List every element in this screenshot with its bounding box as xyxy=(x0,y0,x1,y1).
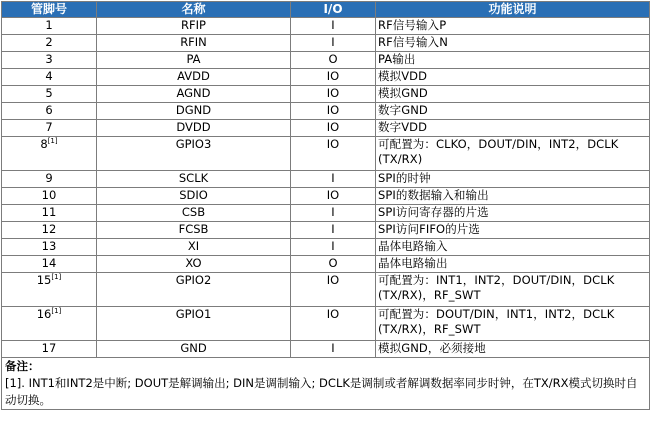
pin-number: 9 xyxy=(45,171,53,185)
cell-function xyxy=(376,239,650,256)
cell-io: IO xyxy=(291,86,376,103)
cell-name: DGND xyxy=(97,103,291,120)
cell-pin xyxy=(2,188,97,205)
table-row xyxy=(2,307,650,341)
cell-function xyxy=(376,171,650,188)
function-line: 晶体电路输入 xyxy=(378,239,448,253)
cell-io: IO xyxy=(291,120,376,137)
cell-io: I xyxy=(291,171,376,188)
table-header xyxy=(2,2,650,18)
cell-name: SCLK xyxy=(97,171,291,188)
footnote-ref: [1] xyxy=(47,137,58,146)
cell-pin xyxy=(2,86,97,103)
footnote-ref: [1] xyxy=(51,307,62,316)
cell-name: DVDD xyxy=(97,120,291,137)
cell-io: IO xyxy=(291,103,376,120)
table-row xyxy=(2,103,650,120)
cell-function xyxy=(376,86,650,103)
cell-pin xyxy=(2,69,97,86)
pin-number: 16 xyxy=(36,307,52,321)
cell-io: I xyxy=(291,222,376,239)
function-line-continued: (TX/RX)，RF_SWT xyxy=(378,322,481,336)
function-line: 可配置为：DOUT/DIN，INT1，INT2，DCLK xyxy=(378,307,615,321)
pin-number: 7 xyxy=(45,120,53,134)
function-line-continued: (TX/RX) xyxy=(378,152,423,166)
cell-name: CSB xyxy=(97,205,291,222)
pin-number: 13 xyxy=(41,239,57,253)
table-row xyxy=(2,86,650,103)
cell-pin xyxy=(2,103,97,120)
function-line: 模拟GND xyxy=(378,86,428,100)
pin-number: 5 xyxy=(45,86,53,100)
table-row xyxy=(2,188,650,205)
cell-io: IO xyxy=(291,307,376,341)
cell-function xyxy=(376,137,650,171)
cell-name: XO xyxy=(97,256,291,273)
cell-function xyxy=(376,52,650,69)
cell-function xyxy=(376,273,650,307)
cell-name: RFIN xyxy=(97,35,291,52)
cell-pin xyxy=(2,256,97,273)
table-row xyxy=(2,137,650,171)
notes-cell xyxy=(2,358,650,410)
cell-name: FCSB xyxy=(97,222,291,239)
header-pin: 管脚号 xyxy=(2,2,97,18)
function-line: 可配置为：CLKO，DOUT/DIN，INT2，DCLK xyxy=(378,137,619,151)
table-row xyxy=(2,273,650,307)
cell-name: AVDD xyxy=(97,69,291,86)
cell-io: O xyxy=(291,52,376,69)
cell-name: GND xyxy=(97,341,291,358)
function-line: 模拟GND，必须接地 xyxy=(378,341,486,355)
pin-number: 15 xyxy=(36,273,52,287)
pin-function-table xyxy=(1,1,650,410)
function-line: SPI访问FIFO的片选 xyxy=(378,222,480,236)
header-io: I/O xyxy=(291,2,376,18)
cell-pin xyxy=(2,171,97,188)
cell-pin xyxy=(2,52,97,69)
cell-io: O xyxy=(291,256,376,273)
cell-function xyxy=(376,188,650,205)
pin-number: 1 xyxy=(45,18,53,32)
cell-function xyxy=(376,205,650,222)
table-row xyxy=(2,256,650,273)
cell-name: GPIO1 xyxy=(97,307,291,341)
table-row xyxy=(2,205,650,222)
table-row xyxy=(2,35,650,52)
table-row xyxy=(2,239,650,256)
cell-pin xyxy=(2,120,97,137)
cell-function xyxy=(376,307,650,341)
pin-number: 2 xyxy=(45,35,53,49)
cell-io: I xyxy=(291,18,376,35)
cell-io: IO xyxy=(291,188,376,205)
function-line: 晶体电路输出 xyxy=(378,256,448,270)
cell-name: PA xyxy=(97,52,291,69)
cell-io: I xyxy=(291,205,376,222)
cell-pin xyxy=(2,205,97,222)
function-line: PA输出 xyxy=(378,52,416,66)
cell-io: IO xyxy=(291,69,376,86)
function-line: SPI的时钟 xyxy=(378,171,431,185)
pin-number: 11 xyxy=(41,205,57,219)
pin-number: 4 xyxy=(45,69,53,83)
pin-number: 6 xyxy=(45,103,53,117)
table-row xyxy=(2,18,650,35)
header-function: 功能说明 xyxy=(376,2,650,18)
table-row xyxy=(2,171,650,188)
table-row xyxy=(2,69,650,86)
table-body xyxy=(2,18,650,358)
cell-name: XI xyxy=(97,239,291,256)
cell-pin xyxy=(2,222,97,239)
pin-number: 8 xyxy=(40,137,48,151)
pin-number: 12 xyxy=(41,222,57,236)
function-line: RF信号输入P xyxy=(378,18,447,32)
cell-name: SDIO xyxy=(97,188,291,205)
function-line: SPI访问寄存器的片选 xyxy=(378,205,489,219)
function-line: RF信号输入N xyxy=(378,35,448,49)
table-row xyxy=(2,222,650,239)
cell-function xyxy=(376,35,650,52)
cell-io: I xyxy=(291,239,376,256)
cell-name: GPIO3 xyxy=(97,137,291,171)
notes-text: [1]. INT1和INT2是中断; DOUT是解调输出; DIN是调制输入; DCLK是调制或者解调数据率同步时钟，在TX/RX模式切换时自动切换。 xyxy=(5,376,638,407)
table-row xyxy=(2,52,650,69)
cell-pin xyxy=(2,341,97,358)
cell-io: IO xyxy=(291,273,376,307)
cell-function xyxy=(376,69,650,86)
cell-io: IO xyxy=(291,137,376,171)
function-line: SPI的数据输入和输出 xyxy=(378,188,489,202)
table-notes xyxy=(2,358,650,410)
cell-function xyxy=(376,18,650,35)
cell-function xyxy=(376,103,650,120)
notes-title: 备注： xyxy=(5,359,40,373)
header-name: 名称 xyxy=(97,2,291,18)
function-line: 数字GND xyxy=(378,103,428,117)
cell-function xyxy=(376,256,650,273)
cell-pin xyxy=(2,239,97,256)
function-line: 数字VDD xyxy=(378,120,428,134)
cell-pin xyxy=(2,273,97,307)
table-row xyxy=(2,341,650,358)
function-line: 模拟VDD xyxy=(378,69,428,83)
cell-function xyxy=(376,120,650,137)
cell-name: RFIP xyxy=(97,18,291,35)
cell-function xyxy=(376,341,650,358)
pin-number: 14 xyxy=(41,256,57,270)
pin-number: 10 xyxy=(41,188,57,202)
cell-pin xyxy=(2,137,97,171)
cell-name: GPIO2 xyxy=(97,273,291,307)
cell-function xyxy=(376,222,650,239)
cell-pin xyxy=(2,35,97,52)
pin-number: 17 xyxy=(41,341,57,355)
table-row xyxy=(2,120,650,137)
cell-io: I xyxy=(291,35,376,52)
function-line-continued: (TX/RX)，RF_SWT xyxy=(378,288,481,302)
cell-name: AGND xyxy=(97,86,291,103)
cell-io: I xyxy=(291,341,376,358)
pin-number: 3 xyxy=(45,52,53,66)
footnote-ref: [1] xyxy=(51,273,62,282)
function-line: 可配置为：INT1，INT2，DOUT/DIN，DCLK xyxy=(378,273,615,287)
cell-pin xyxy=(2,307,97,341)
cell-pin xyxy=(2,18,97,35)
